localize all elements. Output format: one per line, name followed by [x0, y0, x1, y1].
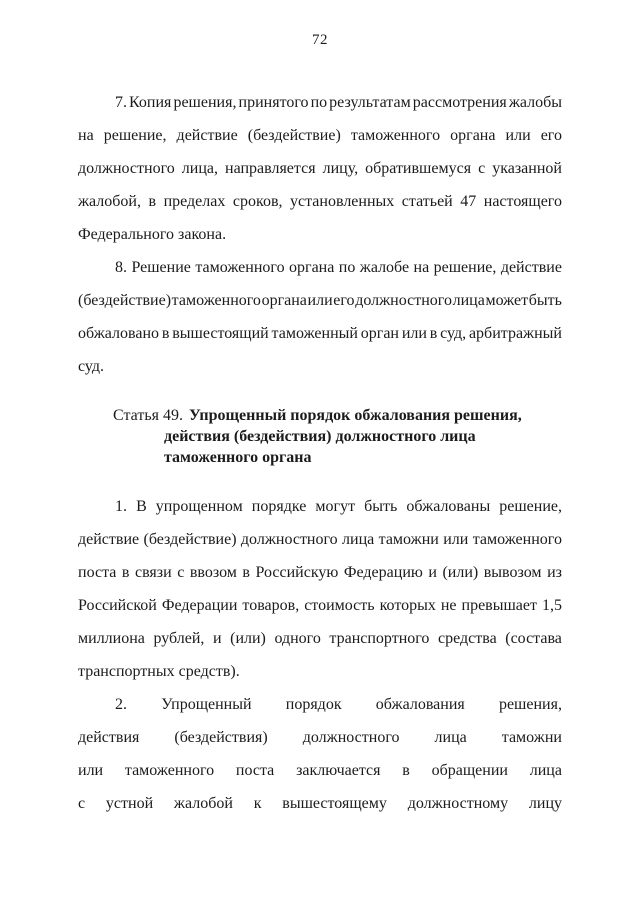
word: таможенный — [271, 325, 358, 342]
word: лица — [452, 292, 485, 309]
word: 47 — [460, 193, 477, 210]
text-line: транспортных средств). — [78, 663, 240, 680]
word: устной — [105, 795, 154, 812]
word: лицу — [528, 795, 562, 812]
text-line — [78, 754, 562, 787]
word: В — [136, 498, 147, 515]
paragraph-8 — [78, 251, 562, 383]
word: его — [333, 292, 355, 309]
word: 1,5 — [542, 597, 562, 614]
word: могут — [315, 498, 356, 515]
word: должностному — [407, 795, 509, 812]
word: таможенного — [350, 127, 441, 144]
word: в — [161, 325, 170, 342]
text-line — [78, 86, 562, 119]
word: решения, — [173, 94, 237, 111]
word: не — [440, 597, 457, 614]
word: (бездействие) — [78, 292, 172, 309]
word: с — [78, 795, 86, 812]
word: Федерацию — [343, 564, 423, 581]
word: должностного — [240, 531, 338, 548]
word: действие — [500, 259, 562, 276]
text-line — [78, 787, 562, 820]
word: решения, — [498, 696, 562, 713]
word: настоящего — [483, 193, 562, 210]
word: по — [338, 259, 356, 276]
paragraph-2 — [78, 688, 562, 820]
word: из — [547, 564, 562, 581]
word: средства — [438, 630, 497, 647]
word: лица — [434, 729, 467, 746]
heading-line: таможенного органа — [164, 449, 312, 466]
word: с — [478, 160, 486, 177]
word: в — [402, 762, 410, 779]
word: (бездействия) — [174, 729, 268, 746]
word: транспортного — [329, 630, 430, 647]
word: на — [413, 259, 430, 276]
word: в — [148, 193, 157, 210]
word: действия — [78, 729, 140, 746]
article-number-label: Статья 49. — [113, 407, 183, 424]
word: или — [505, 127, 531, 144]
word: товаров, — [242, 597, 300, 614]
word: установленных — [290, 193, 395, 210]
word: должностного — [78, 160, 175, 177]
text-line — [78, 119, 562, 152]
word: обжалованы — [406, 498, 491, 515]
word: 2. — [115, 696, 127, 713]
word: действие — [78, 531, 140, 548]
text-line: Федерального закона. — [78, 226, 227, 243]
word: или — [443, 531, 469, 548]
word: или — [401, 325, 427, 342]
word: Федерации — [161, 597, 238, 614]
text-line — [78, 622, 562, 655]
word: органа — [450, 127, 496, 144]
word: Российскую — [255, 564, 339, 581]
word: вышестоящий — [172, 325, 269, 342]
word: вышестоящему — [282, 795, 387, 812]
word: действие — [176, 127, 238, 144]
word: лица — [529, 762, 562, 779]
word: таможенного — [472, 531, 562, 548]
word: ввозом — [189, 564, 237, 581]
paragraph-1 — [78, 490, 562, 688]
word: жалобы — [508, 94, 562, 111]
word: с — [177, 564, 185, 581]
word: лицу, — [322, 160, 359, 177]
word: стоимость — [304, 597, 375, 614]
word: органа — [289, 259, 335, 276]
word: решение, — [499, 498, 562, 515]
word: быть — [364, 498, 398, 515]
word: поста — [235, 762, 275, 779]
word: и — [428, 564, 437, 581]
word: по — [310, 94, 328, 111]
word: 8. — [115, 259, 127, 276]
text-line: суд. — [78, 358, 105, 375]
word: быть — [528, 292, 562, 309]
word: может — [485, 292, 529, 309]
word: рассмотрения — [412, 94, 507, 111]
text-line — [78, 523, 562, 556]
word: Копия — [129, 94, 172, 111]
word: 7. — [115, 94, 127, 111]
word: обратившемуся — [365, 160, 472, 177]
word: рублей, — [153, 630, 205, 647]
word: должностного — [355, 292, 452, 309]
word: Упрощенный — [161, 696, 252, 713]
word: жалобой, — [78, 193, 141, 210]
word: таможенного — [124, 762, 215, 779]
word: обращении — [431, 762, 508, 779]
word: или — [78, 762, 104, 779]
word: порядок — [285, 696, 342, 713]
text-line — [78, 688, 562, 721]
text-line — [78, 152, 562, 185]
word: статьей — [401, 193, 453, 210]
word: превышает — [461, 597, 537, 614]
word: лица, — [181, 160, 218, 177]
word: принятого — [238, 94, 309, 111]
text-line — [78, 284, 562, 317]
word: обжаловано — [78, 325, 160, 342]
word: к — [253, 795, 262, 812]
word: в — [121, 564, 130, 581]
word: лица — [342, 531, 375, 548]
word: или — [307, 292, 333, 309]
word: направляется — [225, 160, 316, 177]
word: Решение — [131, 259, 191, 276]
word: органа — [261, 292, 307, 309]
word: таможенного — [171, 292, 261, 309]
word: и — [212, 630, 222, 647]
word: порядке — [251, 498, 307, 515]
word: таможни — [501, 729, 562, 746]
text-line — [78, 589, 562, 622]
word: таможенного — [195, 259, 285, 276]
text-line — [78, 185, 562, 218]
word: орган — [360, 325, 399, 342]
word: пределах — [163, 193, 226, 210]
text-line — [78, 721, 562, 754]
word: результатам — [329, 94, 411, 111]
word: вывозом — [483, 564, 542, 581]
word: (бездействие) — [247, 127, 341, 144]
word: решение, — [433, 259, 497, 276]
text-line — [78, 556, 562, 589]
heading-line — [113, 405, 562, 426]
word: арбитражный — [468, 325, 562, 342]
word: в — [429, 325, 438, 342]
word: заключается — [296, 762, 381, 779]
word: связи — [134, 564, 172, 581]
text-line — [78, 490, 562, 523]
paragraph-7 — [78, 86, 562, 251]
word: сроков, — [232, 193, 283, 210]
word: одного — [274, 630, 321, 647]
word: поста — [78, 564, 117, 581]
word: (или) — [442, 564, 479, 581]
word: (состава — [505, 630, 562, 647]
page-number: 72 — [312, 32, 328, 48]
word: (или) — [230, 630, 266, 647]
text-line — [78, 251, 562, 284]
article-49-heading — [113, 405, 562, 468]
heading-text: Упрощенный порядок обжалования решения, — [188, 407, 522, 424]
word: указанной — [492, 160, 562, 177]
word: миллиона — [78, 630, 145, 647]
word: жалобой — [173, 795, 233, 812]
word: 1. — [115, 498, 127, 515]
document-content — [78, 86, 562, 820]
heading-line: действия (бездействия) должностного лица — [164, 428, 476, 445]
word: в — [242, 564, 250, 581]
word: суд, — [440, 325, 467, 342]
word: на — [78, 127, 94, 144]
word: обжалования — [375, 696, 465, 713]
word: Российской — [78, 597, 157, 614]
word: которых — [379, 597, 436, 614]
word: таможни — [378, 531, 439, 548]
word: должностного — [302, 729, 400, 746]
word: решение, — [103, 127, 167, 144]
text-line — [78, 317, 562, 350]
word: (бездействие) — [143, 531, 237, 548]
word: его — [540, 127, 562, 144]
word: упрощенном — [155, 498, 243, 515]
word: жалобе — [359, 259, 410, 276]
